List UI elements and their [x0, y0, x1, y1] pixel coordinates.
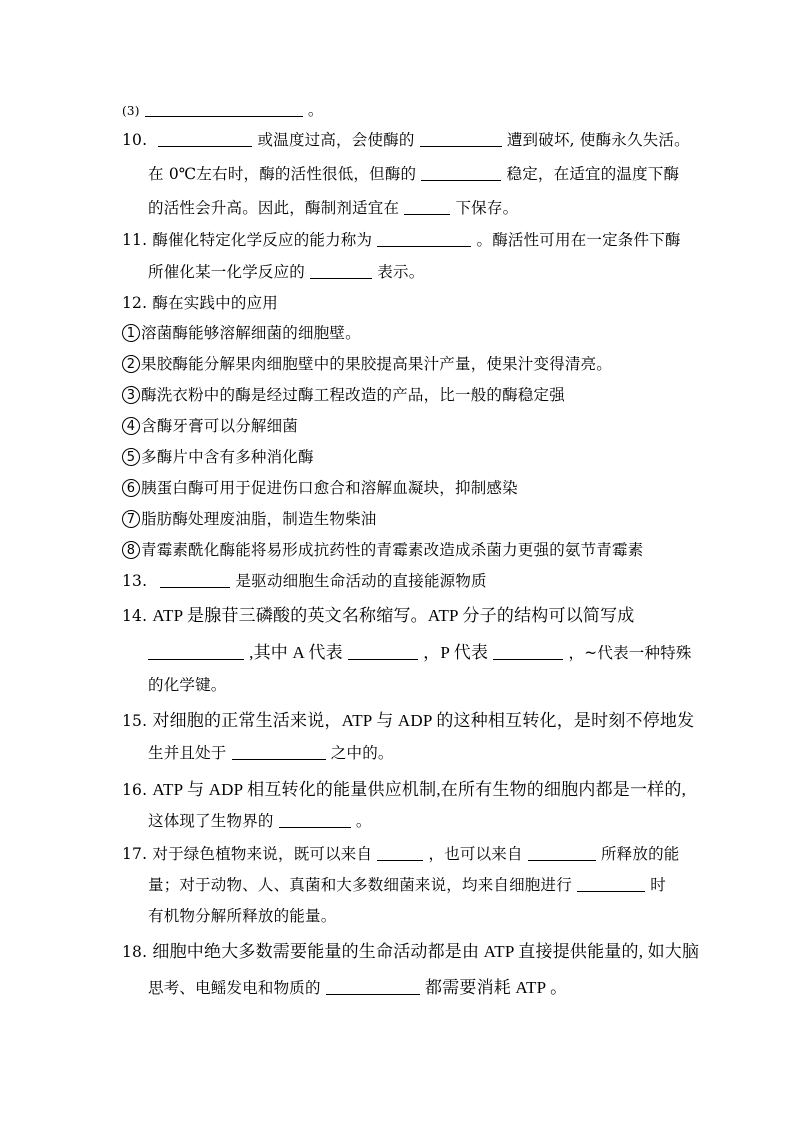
- q16-text-2: 这体现了生物界的: [148, 812, 274, 830]
- q17-blank-2[interactable]: [528, 846, 596, 861]
- q17-line-1: [122, 842, 680, 864]
- circled-number: 6: [122, 479, 140, 497]
- q17-blank-3[interactable]: [577, 877, 645, 892]
- q3-line: [122, 98, 324, 120]
- q17-text-2: ，也可以来自: [428, 845, 523, 863]
- q12-item-text: 含酶牙膏可以分解细菌: [141, 417, 299, 435]
- q12-heading: 12. 酶在实践中的应用: [122, 294, 278, 312]
- q18-line-2: [148, 973, 567, 998]
- q13-text: 是驱动细胞生命活动的直接能源物质: [235, 572, 487, 590]
- q11-line-2: [148, 260, 424, 282]
- q15-number: 15.: [122, 712, 148, 730]
- q16-number: 16.: [122, 781, 148, 799]
- q11-text-4: 表示。: [377, 263, 425, 281]
- q14-text-4: ，~代表一种特殊: [568, 644, 692, 662]
- circled-number: 4: [122, 417, 140, 435]
- q12-item-text: 多酶片中含有多种消化酶: [141, 448, 314, 466]
- circled-number: 8: [122, 541, 140, 559]
- q12-item: [122, 538, 643, 560]
- q11-number: 11.: [122, 231, 148, 249]
- q15-text-3: 之中的。: [330, 744, 394, 762]
- q12-item-text: 脂肪酶处理废油脂，制造生物柴油: [141, 510, 377, 528]
- q17-text-6: 有机物分解所释放的能量。: [148, 907, 337, 925]
- q10-text-2: 遭到破坏, 使酶永久失活。: [506, 131, 690, 149]
- q17-text-1: 对于绿色植物来说，既可以来自: [152, 845, 373, 863]
- q10-text-3: 在 0℃左右时，酶的活性很低，但酶的: [148, 165, 417, 183]
- q10-text-1: 或温度过高，会使酶的: [257, 131, 415, 149]
- q14-blank-1[interactable]: [148, 645, 244, 660]
- circled-number: 1: [122, 324, 140, 342]
- q15-line-1: [122, 706, 694, 731]
- q15-text-1: 对细胞的正常生活来说，ATP 与 ADP 的这种相互转化，是时刻不停地发: [152, 711, 695, 730]
- q12-item-text: 果胶酶能分解果肉细胞壁中的果胶提高果汁产量，使果汁变得清亮。: [141, 355, 613, 373]
- q18-text-1: 细胞中绝大多数需要能量的生命活动都是由 ATP 直接提供能量的, 如大脑: [152, 942, 700, 961]
- q16-text-3: 。: [355, 812, 372, 830]
- q10-text-5: 的活性会升高。因此，酶制剂适宜在: [148, 199, 400, 217]
- q18-text-3: 都需要消耗 ATP 。: [424, 978, 568, 997]
- q16-blank[interactable]: [279, 813, 351, 828]
- q10-line-3: [148, 196, 518, 218]
- q10-blank-4[interactable]: [404, 200, 450, 215]
- q17-number: 17.: [122, 845, 148, 863]
- q14-number: 14.: [122, 607, 148, 625]
- circled-number: 7: [122, 510, 140, 528]
- q14-text-3: ，P 代表: [423, 643, 489, 662]
- q14-line-2: [148, 638, 692, 663]
- q10-text-6: 下保存。: [455, 199, 519, 217]
- q12-item: [122, 352, 612, 374]
- q17-line-3: [148, 904, 336, 926]
- q10-blank-3[interactable]: [421, 166, 501, 181]
- q17-text-5: 时: [650, 876, 666, 894]
- q17-blank-1[interactable]: [377, 846, 423, 861]
- q12-item: [122, 445, 314, 467]
- q17-text-3: 所释放的能: [600, 845, 680, 863]
- q11-text-3: 所催化某一化学反应的: [148, 263, 306, 281]
- q15-blank[interactable]: [232, 745, 326, 760]
- q12-item-text: 酶洗衣粉中的酶是经过酶工程改造的产品，比一般的酶稳定强: [141, 386, 565, 404]
- q14-blank-3[interactable]: [493, 645, 563, 660]
- q13-number: 13.: [122, 572, 148, 590]
- q15-text-2: 生并且处于: [148, 744, 227, 762]
- q3-label: (3): [122, 104, 140, 118]
- q17-text-4: 量；对于动物、人、真菌和大多数细菌来说，均来自细胞进行: [148, 876, 572, 894]
- q11-line-1: [122, 228, 681, 250]
- q14-text-1: ATP 是腺苷三磷酸的英文名称缩写。ATP 分子的结构可以简写成: [152, 606, 635, 625]
- q12-item: [122, 414, 298, 436]
- q16-text-1: ATP 与 ADP 相互转化的能量供应机制,在所有生物的细胞内都是一样的,: [152, 780, 687, 799]
- q10-blank-2[interactable]: [420, 132, 502, 147]
- q15-line-2: [148, 741, 394, 763]
- circled-number: 3: [122, 386, 140, 404]
- q18-text-2: 思考、电鳐发电和物质的: [148, 979, 321, 997]
- q12-item: [122, 507, 377, 529]
- q12-item: [122, 383, 565, 405]
- q12-item-text: 胰蛋白酶可用于促进伤口愈合和溶解血凝块，抑制感染: [141, 479, 518, 497]
- q18-line-1: [122, 937, 699, 962]
- q10-line-1: [122, 128, 690, 150]
- q14-line-1: [122, 601, 635, 626]
- q10-blank-1[interactable]: [158, 132, 252, 147]
- q11-text-1: 酶催化特定化学反应的能力称为: [152, 231, 373, 249]
- circled-number: 5: [122, 448, 140, 466]
- q14-line-3: [148, 673, 227, 695]
- q3-end: 。: [307, 101, 324, 119]
- q11-text-2: 。酶活性可用在一定条件下酶: [476, 231, 681, 249]
- q17-line-2: [148, 873, 666, 895]
- circled-number: 2: [122, 355, 140, 373]
- q12-item: [122, 321, 361, 343]
- q18-number: 18.: [122, 943, 148, 961]
- q14-blank-2[interactable]: [348, 645, 418, 660]
- q18-blank[interactable]: [326, 980, 420, 995]
- q14-text-2: ,其中 A 代表: [249, 643, 343, 662]
- q10-number: 10.: [122, 131, 148, 149]
- q10-line-2: [148, 162, 679, 184]
- q16-line-2: [148, 809, 372, 831]
- q12-item: [122, 476, 518, 498]
- q12-item-text: 青霉素酰化酶能将易形成抗药性的青霉素改造成杀菌力更强的氨节青霉素: [141, 541, 644, 559]
- q13-line: [122, 569, 487, 591]
- q14-text-5: 的化学键。: [148, 676, 227, 694]
- q3-blank[interactable]: [145, 102, 303, 117]
- q11-blank-1[interactable]: [377, 232, 471, 247]
- q16-line-1: [122, 775, 686, 800]
- q10-text-4: 稳定，在适宜的温度下酶: [506, 165, 680, 183]
- q11-blank-2[interactable]: [310, 264, 372, 279]
- q12-item-text: 溶菌酶能够溶解细菌的细胞壁。: [141, 324, 361, 342]
- q13-blank[interactable]: [160, 573, 230, 588]
